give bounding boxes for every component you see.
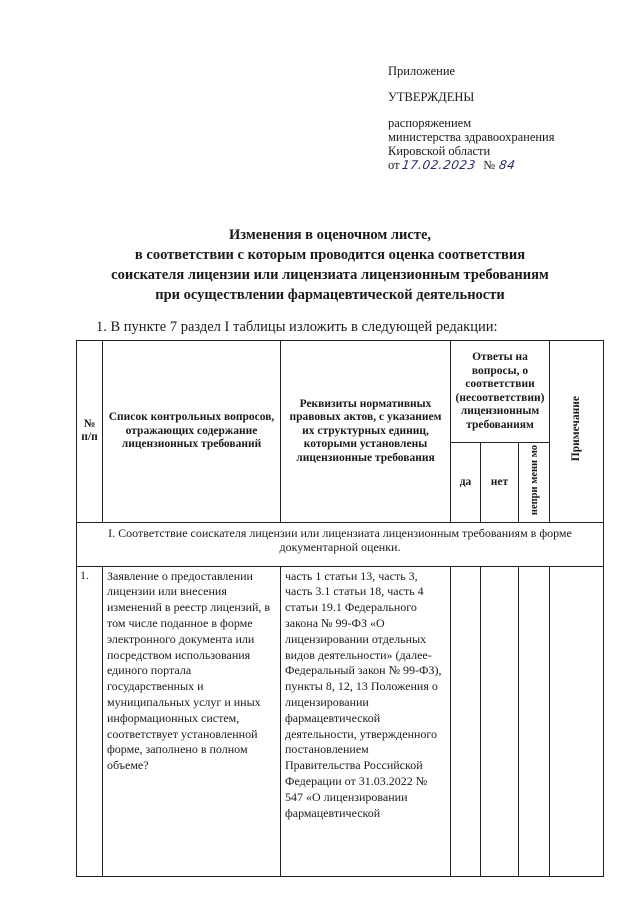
header-note: Примечание <box>569 396 582 462</box>
table-row <box>77 566 604 876</box>
row-note <box>550 566 604 876</box>
approved-label: УТВЕРЖДЕНЫ <box>388 90 475 104</box>
date-number-row <box>388 158 618 172</box>
row-yes <box>451 566 481 876</box>
header-questions: Список контрольных вопросов, отражающих содержание лицензионных требований <box>103 341 281 523</box>
appendix-label: Приложение <box>388 64 456 78</box>
header-row-1 <box>77 341 604 443</box>
header-not-applicable: непри мени мо <box>528 445 540 516</box>
date-prefix: от <box>388 158 400 172</box>
title-line-2: в соответствии с которым проводится оценка соответствия <box>134 247 526 263</box>
order-line-2: министерства здравоохранения <box>388 130 555 144</box>
header-not-applicable-cell <box>519 443 550 523</box>
row-question: Заявление о предоставлении лицензии или внесения изменений в реестр лицензий, в том числе поданное в форме электронного документа или посредством использования единого портала государственных и муниципальных услуг и иных информационных систем, соответствует установленной форме, заполнено в полном объеме? <box>103 566 281 876</box>
row-not-applicable <box>519 566 550 876</box>
intro-paragraph: 1. В пункте 7 раздел I таблицы изложить в следующей редакции: <box>96 319 498 335</box>
section-title: I. Соответствие соискателя лицензии или лицензиата лицензионным требованиям в форме документарной оценки. <box>77 522 604 566</box>
handwritten-number: 84 <box>498 158 517 172</box>
order-line-3: Кировской области <box>388 144 491 158</box>
assessment-table <box>76 340 604 877</box>
header-requisites: Реквизиты нормативных правовых актов, с указанием их структурных единиц, которыми установлены лицензионные требования <box>281 341 451 523</box>
row-no <box>481 566 519 876</box>
order-line-1: распоряжением <box>388 116 472 130</box>
header-note-cell <box>550 341 604 523</box>
document-title <box>40 225 620 305</box>
section-row <box>77 522 604 566</box>
row-requisites: часть 1 статьи 13, часть 3, часть 3.1 статьи 18, часть 4 статьи 19.1 Федерального закона № 99-ФЗ «О лицензировании отдельных видов деятельности» (далее-Федеральный закон № 99-ФЗ), пункты 8, 12, 13 Положения о лицензировании фармацевтической деятельности, утвержденного постановлением Правительства Российской Федерации от 31.03.2022 № 547 «О лицензировании фармацевтической <box>281 566 451 876</box>
approval-block <box>388 64 618 172</box>
header-answers: Ответы на вопросы, о соответствии (несоответствии) лицензионным требованиям <box>451 341 550 443</box>
title-line-4: при осуществлении фармацевтической деятельности <box>155 287 505 303</box>
header-no: нет <box>481 443 519 523</box>
header-yes: да <box>451 443 481 523</box>
title-line-3: соискателя лицензии или лицензиата лицензионным требованиям <box>111 267 549 283</box>
handwritten-date: 17.02.2023 <box>400 158 477 172</box>
header-num: № п/п <box>77 341 103 523</box>
row-num: 1. <box>77 566 103 876</box>
title-line-1: Изменения в оценочном листе, <box>228 227 432 243</box>
number-label: № <box>483 158 496 172</box>
